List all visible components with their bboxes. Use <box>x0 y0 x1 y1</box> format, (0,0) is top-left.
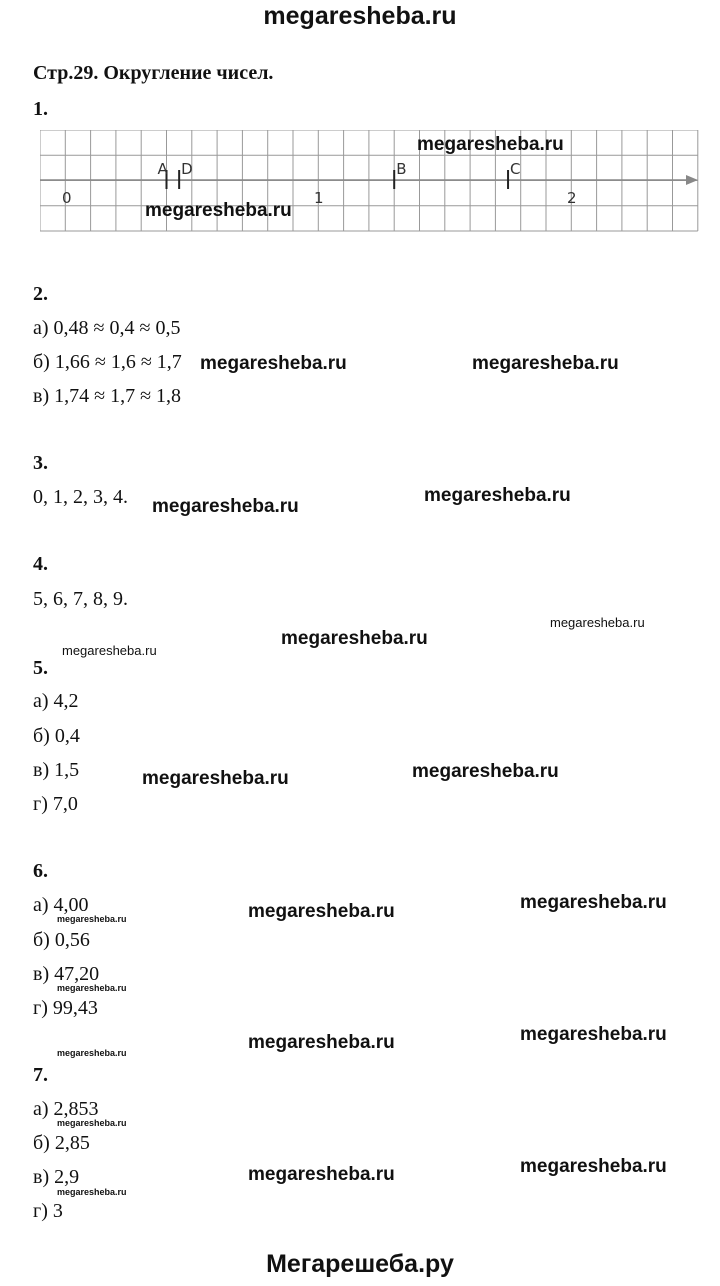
task-6-line-a: а) 4,00 <box>33 894 89 916</box>
watermark: megaresheba.ru <box>281 628 428 649</box>
task-2-line-c: в) 1,74 ≈ 1,7 ≈ 1,8 <box>33 385 182 407</box>
task-7-line-b: б) 2,85 <box>33 1132 90 1154</box>
task-5-line-c: в) 1,5 <box>33 759 80 781</box>
task-7-line-a: а) 2,853 <box>33 1098 99 1120</box>
watermark: megaresheba.ru <box>142 768 289 789</box>
watermark: megaresheba.ru <box>424 485 571 506</box>
page-title: Стр.29. Округление чисел. <box>33 62 274 84</box>
task-3-number: 3. <box>33 452 48 474</box>
task-5-line-d: г) 7,0 <box>33 793 78 815</box>
watermark-small: megaresheba.ru <box>550 615 645 630</box>
site-footer[interactable]: Мегарешеба.ру <box>266 1250 454 1278</box>
watermark: megaresheba.ru <box>472 353 619 374</box>
watermark: megaresheba.ru <box>520 1024 667 1045</box>
watermark: megaresheba.ru <box>145 200 292 221</box>
site-header[interactable]: megaresheba.ru <box>263 2 457 30</box>
watermark: megaresheba.ru <box>152 496 299 517</box>
watermark: megaresheba.ru <box>520 892 667 913</box>
watermark: megaresheba.ru <box>412 761 559 782</box>
tick-label-0: 0 <box>62 189 72 207</box>
task-3-line: 0, 1, 2, 3, 4. <box>33 486 128 508</box>
task-5-line-b: б) 0,4 <box>33 725 80 747</box>
task-4-line: 5, 6, 7, 8, 9. <box>33 588 128 610</box>
task-2-number: 2. <box>33 283 48 305</box>
watermark: megaresheba.ru <box>520 1156 667 1177</box>
watermark-tiny: megaresheba.ru <box>57 914 127 924</box>
number-line-grid <box>40 130 700 234</box>
axis-arrow-icon <box>686 175 698 185</box>
point-label-a: A <box>157 160 168 178</box>
task-7-line-d: г) 3 <box>33 1200 63 1222</box>
watermark: megaresheba.ru <box>248 1032 395 1053</box>
watermark: megaresheba.ru <box>417 134 564 155</box>
point-label-d: D <box>181 160 193 178</box>
task-4-number: 4. <box>33 553 48 575</box>
task-2-line-b: б) 1,66 ≈ 1,6 ≈ 1,7 <box>33 351 182 373</box>
task-7-line-c: в) 2,9 <box>33 1166 80 1188</box>
point-label-b: B <box>396 160 407 178</box>
watermark-small: megaresheba.ru <box>62 643 157 658</box>
task-6-line-c: в) 47,20 <box>33 963 100 985</box>
watermark-tiny: megaresheba.ru <box>57 1187 127 1197</box>
watermark-tiny: megaresheba.ru <box>57 1048 127 1058</box>
task-5-number: 5. <box>33 657 48 679</box>
watermark-tiny: megaresheba.ru <box>57 1118 127 1128</box>
task-2-line-a: а) 0,48 ≈ 0,4 ≈ 0,5 <box>33 317 181 339</box>
task-6-number: 6. <box>33 860 48 882</box>
number-line-points <box>158 160 521 189</box>
watermark: megaresheba.ru <box>248 901 395 922</box>
task-5-line-a: а) 4,2 <box>33 690 79 712</box>
watermark: megaresheba.ru <box>248 1164 395 1185</box>
watermark: megaresheba.ru <box>200 353 347 374</box>
tick-label-1: 1 <box>314 189 324 207</box>
task-1-number: 1. <box>33 98 48 120</box>
task-6-line-d: г) 99,43 <box>33 997 98 1019</box>
tick-label-2: 2 <box>567 189 577 207</box>
point-label-c: C <box>510 160 521 178</box>
task-6-line-b: б) 0,56 <box>33 929 90 951</box>
task-7-number: 7. <box>33 1064 48 1086</box>
watermark-tiny: megaresheba.ru <box>57 983 127 993</box>
